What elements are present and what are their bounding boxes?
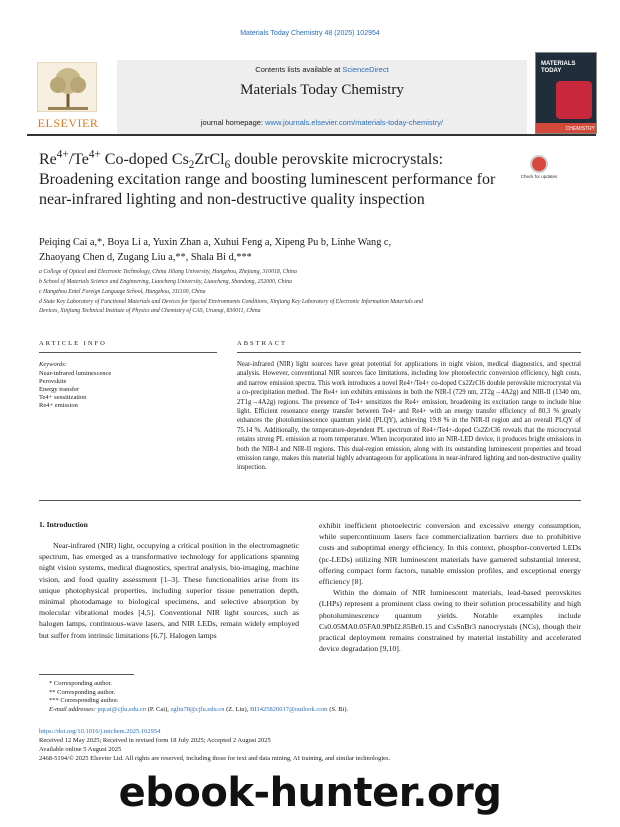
email-prefix: E-mail addresses: xyxy=(49,705,98,713)
intro-right-column xyxy=(319,520,581,654)
intro-right-para-2: Within the domain of NIR luminescent materials, lead-based perovskites (LHPs) represent a prominent class owing to their solution processability and high photoluminescence quantum yields. Notable examples include Cs0.05MA0.05FA0.9PbI2.85Br0.15 and CsSnBr3 nanocrystals (NCs), though their practical deployment remains constrained by material instability and accelerated device degradation [9,10]. xyxy=(319,588,581,654)
footnote-3: *** Corresponding author. xyxy=(49,697,119,705)
email-link-1[interactable]: pqcai@cjlu.edu.cn xyxy=(97,705,147,713)
title-part: Re xyxy=(39,151,57,168)
publication-info xyxy=(39,727,579,763)
contents-line xyxy=(117,65,527,74)
email-who-1: (P. Cai), xyxy=(146,705,171,713)
affiliation-a: a College of Optical and Electronic Technology, China Jiliang University, Hangzhou, Zhejiang, 310018, China xyxy=(39,269,297,275)
keywords-label: Keywords: xyxy=(39,361,67,368)
doi-link[interactable]: https://doi.org/10.1016/j.mtchem.2025.102954 xyxy=(39,728,161,735)
check-updates-label: Check for updates xyxy=(520,174,558,179)
footnote-rule xyxy=(39,674,134,675)
check-for-updates-button[interactable] xyxy=(520,155,558,187)
title-sup: 4+ xyxy=(88,148,101,161)
homepage-prefix: journal homepage: xyxy=(200,118,266,127)
title-part: double perovskite microcrystals: Broadening excitation range and boosting luminescent performance for near-infrared lighting and non-destructive quality inspection xyxy=(39,151,496,208)
authors-line-1: Peiqing Cai a,*, Boya Li a, Yuxin Zhan a, Xuhui Feng a, Xipeng Pu b, Linhe Wang c, xyxy=(39,237,392,248)
affiliation-c: c Hangzhou Entel Foreign Language School, Hangzhou, 311100, China xyxy=(39,289,206,295)
email-line xyxy=(39,706,559,715)
journal-info-box xyxy=(117,60,527,134)
homepage-link[interactable]: www.journals.elsevier.com/materials-today-chemistry/ xyxy=(265,118,444,127)
intro-right-para-1: exhibit inefficient photoelectric conversion and excessive energy consumption, while supercontinuum lasers face commercialization barriers due to prohibitive costs and suboptimal energy efficiency. In this context, phosphor-converted LEDs (pc-LEDs) utilizing NIR luminescent materials have garnered substantial interest, offering compact form factors, tunable emission profiles, and exceptional energy efficiency [8]. xyxy=(319,521,581,587)
footnote-2: ** Corresponding author. xyxy=(49,688,116,696)
title-sub: 6 xyxy=(224,159,231,172)
intro-left-column: Near-infrared (NIR) light, occupying a critical position in the electromagnetic spectrum, has emerged as a transformative technology for applications spanning night vision systems, medical diagnostics, spectral analysis, bio-imaging, machine vision, and food quality assessment [1–3]. These functionalities arise from its unique photophysical properties, including superior tissue penetration depth, minimal photodamage to biological specimens, and selective absorption by molecular vibrational modes [4,5]. Conventional NIR light sources, such as halogen lamps, continuous-wave lasers, and NIR LEDs, remain widely employed but suffer from intrinsic limitations [6,7]. Halogen lamps xyxy=(39,541,299,640)
received-dates: Received 12 May 2025; Received in revised form 18 July 2025; Accepted 2 August 2025 xyxy=(39,737,271,744)
keyword-item: Re4+ emission xyxy=(39,402,78,409)
email-who-2: (Z. Liu), xyxy=(224,705,250,713)
elsevier-logo xyxy=(27,60,109,134)
keyword-item: Energy transfer xyxy=(39,386,80,393)
author-list xyxy=(39,235,599,265)
cover-title: MATERIALS TODAY xyxy=(541,61,576,74)
title-part: Co-doped Cs xyxy=(100,151,189,168)
abstract-heading: ABSTRACT xyxy=(237,340,287,347)
paper-title xyxy=(39,150,509,210)
sciencedirect-link[interactable]: ScienceDirect xyxy=(342,65,389,74)
email-link-2[interactable]: zgliu78@cjlu.edu.cn xyxy=(170,705,225,713)
title-part: /Te xyxy=(68,151,89,168)
keyword-item: Te4+ sensitization xyxy=(39,394,87,401)
available-online: Available online 5 August 2025 xyxy=(39,746,122,753)
abstract-bottom-rule xyxy=(39,500,581,501)
keyword-item: Near-infrared luminescence xyxy=(39,370,112,377)
watermark: ebook-hunter.org xyxy=(118,770,502,816)
cover-subtitle: CHEMISTRY xyxy=(536,123,597,134)
contents-prefix: Contents lists available at xyxy=(255,65,343,74)
journal-reference[interactable]: Materials Today Chemistry 48 (2025) 102954 xyxy=(240,30,380,37)
article-info-rule xyxy=(39,352,217,353)
email-who-3: (S. Bi). xyxy=(327,705,349,713)
affiliation-d: d State Key Laboratory of Functional Materials and Devices for Special Environments Conditions, Xinjiang Key Laboratory of Electronic Information Materials and xyxy=(39,299,423,305)
abstract-body: Near-infrared (NIR) light sources have great potential for applications in night vision, medical diagnostics, and spectral analysis. However, conventional NIR sources face limitations, including low photoelectric conversion efficiency, high costs, and narrow emission spectra. This work introduces a novel Re4+/Te4+ co-doped Cs2ZrCl6 double perovskite microcrystal via a co-precipitation method. The Re4+ ion exhibits emissions in both the NIR-I (729 nm, 2T2g→4A2g) and NIR-II (1340 nm, 2T1g→4A2g) regions. The presence of Te4+ sensitizes the Re4+ emission, broadening its excitation range to include blue light. Efficient resonance energy transfer between Te4+ and Re4+ with an energy transfer efficiency of 80.3 % greatly enhances the photoluminescence quantum yield (PLQY), achieving 19.8 % in the NIR-II region and an overall PLQY of 75.14 %. Additionally, the temperature-dependent PL spectrum of Re4+/Te4+-doped Cs2ZrCl6 reveals that the microcrystal retains strong PL emission at room temperature. When incorporated into an NIR-LED device, it produces bright emissions in both the NIR-I and NIR-II regions. This dual-region emission, along with its outstanding luminescent properties and broad emission range, makes this material highly advantageous for applications in near-infrared lighting and non-destructive quality inspection. xyxy=(237,361,581,472)
email-link-3[interactable]: BI1425820017@outlook.com xyxy=(249,705,328,713)
affiliation-d-cont: Devices, Xinjiang Technical Institute of Physics and Chemistry of CAS, Urumqi, 830011, China xyxy=(39,308,261,314)
homepage-line xyxy=(117,118,527,127)
title-sub: 2 xyxy=(188,159,195,172)
journal-header xyxy=(27,60,596,136)
affiliation-b: b School of Materials Science and Engineering, Liaocheng University, Liaocheng, Shandong, 252000, China xyxy=(39,279,292,285)
footnotes xyxy=(39,680,559,714)
journal-cover[interactable] xyxy=(535,52,597,134)
check-updates-icon xyxy=(530,155,548,173)
footnote-1: * Corresponding author. xyxy=(49,680,113,687)
keyword-item: Perovskite xyxy=(39,378,67,385)
abstract-rule xyxy=(237,352,581,353)
cover-art xyxy=(556,81,592,119)
elsevier-tree-icon xyxy=(37,62,97,112)
journal-title: Materials Today Chemistry xyxy=(240,82,404,98)
title-part: ZrCl xyxy=(194,151,225,168)
copyright-line: 2468-5194/© 2025 Elsevier Ltd. All rights are reserved, including those for text and data mining, AI training, and similar technologies. xyxy=(39,755,391,762)
article-info-heading: ARTICLE INFO xyxy=(39,340,107,347)
intro-heading: 1. Introduction xyxy=(39,520,88,529)
authors-line-2: Zhaoyang Chen d, Zugang Liu a,**, Shala Bi d,*** xyxy=(39,252,252,263)
elsevier-wordmark: ELSEVIER xyxy=(37,116,99,130)
title-sup: 4+ xyxy=(56,148,69,161)
